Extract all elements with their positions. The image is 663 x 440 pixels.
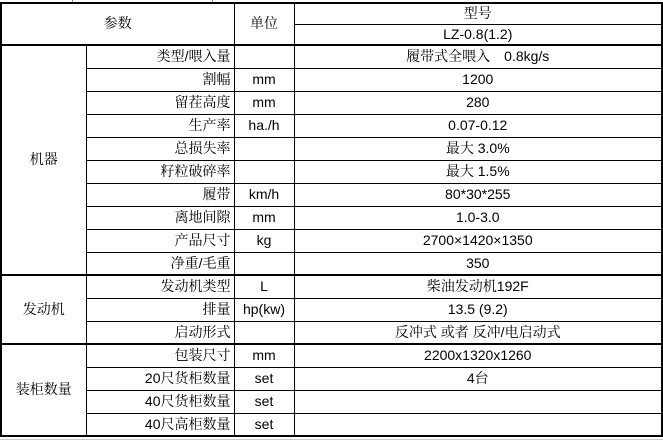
value-cell: 4台 <box>294 367 662 390</box>
group-cell-machine: 机器 <box>1 45 86 275</box>
unit-cell: hp(kw) <box>234 298 294 321</box>
unit-cell: kg <box>234 229 294 252</box>
table-row <box>1 229 662 252</box>
group-cell-container: 装柜数量 <box>1 344 86 436</box>
model-header-cell: 型号 <box>294 3 662 24</box>
unit-cell: mm <box>234 206 294 229</box>
param-cell: 产品尺寸 <box>86 229 234 252</box>
unit-cell: ha./h <box>234 114 294 137</box>
table-row <box>1 114 662 137</box>
value-cell: 13.5 (9.2) <box>294 298 662 321</box>
table-row <box>1 206 662 229</box>
unit-cell <box>234 252 294 275</box>
table-row <box>1 252 662 275</box>
value-cell: 最大 1.5% <box>294 160 662 183</box>
table-row <box>1 344 662 367</box>
table-row <box>1 68 662 91</box>
value-cell: 2200x1320x1260 <box>294 344 662 367</box>
value-cell: 2700×1420×1350 <box>294 229 662 252</box>
param-cell: 类型/喂入量 <box>86 45 234 68</box>
product-spec-table <box>0 2 663 437</box>
table-row <box>1 298 662 321</box>
unit-cell: L <box>234 275 294 298</box>
value-cell: 1.0-3.0 <box>294 206 662 229</box>
unit-cell: set <box>234 367 294 390</box>
value-cell: 1200 <box>294 68 662 91</box>
value-cell: 350 <box>294 252 662 275</box>
value-cell: 反冲式 或者 反冲/电启动式 <box>294 321 662 344</box>
unit-header-cell: 单位 <box>234 3 294 45</box>
param-cell: 留茬高度 <box>86 91 234 114</box>
param-cell: 履带 <box>86 183 234 206</box>
param-cell: 包装尺寸 <box>86 344 234 367</box>
param-cell: 离地间隙 <box>86 206 234 229</box>
table-row <box>1 45 662 68</box>
param-cell: 籽粒破碎率 <box>86 160 234 183</box>
unit-cell <box>234 160 294 183</box>
unit-cell: km/h <box>234 183 294 206</box>
table-row <box>1 321 662 344</box>
table-row <box>1 91 662 114</box>
unit-cell: set <box>234 390 294 413</box>
model-value-cell: LZ-0.8(1.2) <box>294 24 662 45</box>
param-cell: 20尺货柜数量 <box>86 367 234 390</box>
value-cell: 80*30*255 <box>294 183 662 206</box>
table-row <box>1 137 662 160</box>
table-row <box>1 367 662 390</box>
param-cell: 40尺货柜数量 <box>86 390 234 413</box>
unit-cell <box>234 137 294 160</box>
unit-cell: mm <box>234 68 294 91</box>
param-cell: 发动机类型 <box>86 275 234 298</box>
param-cell: 生产率 <box>86 114 234 137</box>
unit-cell: mm <box>234 344 294 367</box>
value-cell: 柴油发动机192F <box>294 275 662 298</box>
unit-cell <box>234 45 294 68</box>
unit-cell <box>234 321 294 344</box>
param-cell: 排量 <box>86 298 234 321</box>
value-cell: 280 <box>294 91 662 114</box>
param-cell: 启动形式 <box>86 321 234 344</box>
value-cell: 0.07-0.12 <box>294 114 662 137</box>
header-row-1 <box>1 3 662 24</box>
table-row <box>1 275 662 298</box>
unit-cell: set <box>234 413 294 436</box>
table-row <box>1 160 662 183</box>
param-cell: 净重/毛重 <box>86 252 234 275</box>
param-header-cell: 参数 <box>1 3 234 45</box>
value-cell: 最大 3.0% <box>294 137 662 160</box>
value-cell: 履带式全喂入 0.8kg/s <box>294 45 662 68</box>
param-cell: 总损失率 <box>86 137 234 160</box>
value-cell <box>294 390 662 413</box>
unit-cell: mm <box>234 91 294 114</box>
value-cell <box>294 413 662 436</box>
table-row <box>1 413 662 436</box>
group-cell-engine: 发动机 <box>1 275 86 344</box>
table-row <box>1 390 662 413</box>
table-row <box>1 183 662 206</box>
param-cell: 40尺高柜数量 <box>86 413 234 436</box>
param-cell: 割幅 <box>86 68 234 91</box>
